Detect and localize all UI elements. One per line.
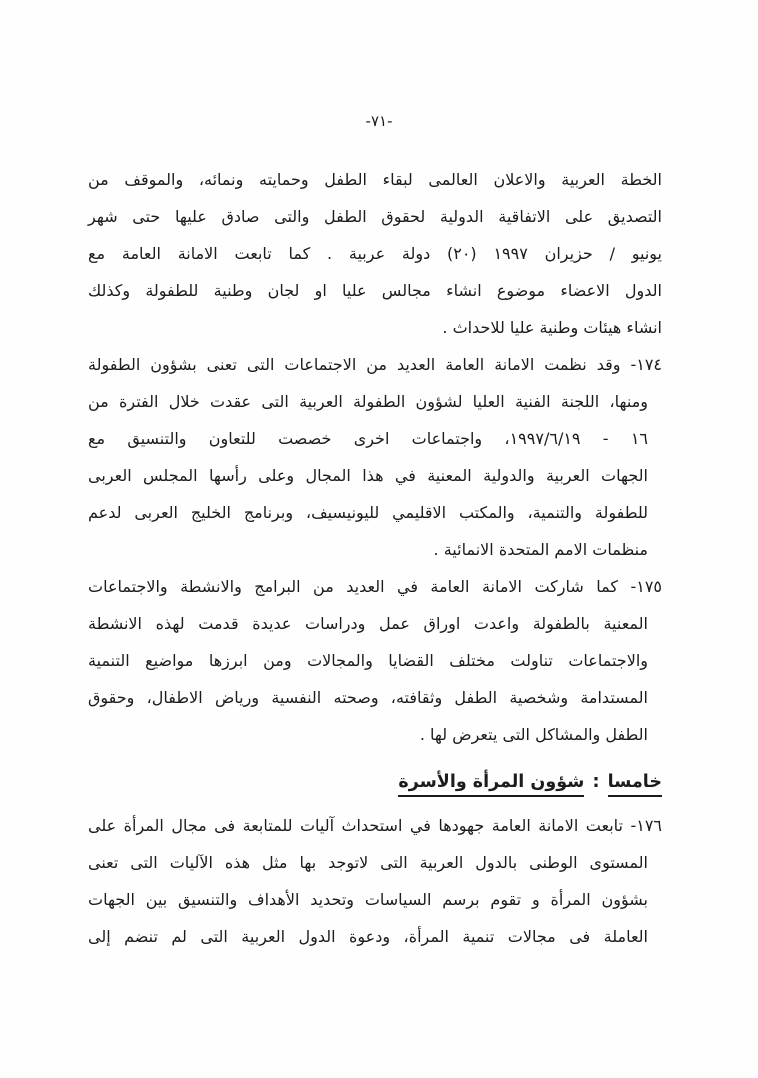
text-line: المستوى الوطنى بالدول العربية التى لاتوجد بها مثل هذه الآليات التى تعنى — [88, 853, 648, 872]
text-line: بشؤون المرأة و تقوم برسم السياسات وتحديد الأهداف والتنسيق بين الجهات — [88, 890, 648, 909]
text-line: منظمات الامم المتحدة الانمائية . — [433, 540, 648, 559]
text-line: الدول الاعضاء موضوع انشاء مجالس عليا او لجان وطنية للطفولة وكذلك — [88, 281, 662, 300]
paragraph-174 — [88, 346, 662, 568]
heading-title: شؤون المرأة والأسرة — [398, 772, 584, 797]
heading-label: خامسا — [608, 772, 662, 797]
text-line: ١٧٤- وقد نظمت الامانة العامة العديد من الاجتماعات التى تعنى بشؤون الطفولة — [88, 355, 662, 374]
text-line: المستدامة وشخصية الطفل وثقافته، وصحته النفسية ورياض الاطفال، وحقوق — [88, 688, 648, 707]
text-line: ١٧٦- تابعت الامانة العامة جهودها في استحداث آليات للمتابعة فى مجال المرأة على — [88, 816, 662, 835]
heading-separator: : — [586, 772, 606, 792]
text-line: للطفولة والتنمية، والمكتب الاقليمي لليونيسيف، وبرنامج الخليج العربى لدعم — [88, 503, 648, 522]
paragraph-173-continuation — [88, 161, 662, 346]
text-line: الطفل والمشاكل التى يتعرض لها . — [419, 725, 648, 744]
section-heading — [88, 766, 662, 798]
text-line: العاملة فى مجالات تنمية المرأة، ودعوة الدول العربية التى لم تنضم إلى — [88, 927, 648, 946]
paragraph-176 — [88, 807, 662, 955]
text-line: التصديق على الاتفاقية الدولية لحقوق الطفل والتى صادق عليها حتى شهر — [88, 207, 662, 226]
text-line: الجهات العربية والدولية المعنية في هذا المجال وعلى رأسها المجلس العربى — [88, 466, 648, 485]
text-line: ١٦ - ١٩٩٧/٦/١٩، واجتماعات اخرى خصصت للتعاون والتنسيق مع — [88, 429, 648, 448]
text-line: ومنها، اللجنة الفنية العليا لشؤون الطفولة العربية التى عقدت خلال الفترة من — [88, 392, 648, 411]
page-content — [88, 161, 662, 955]
text-line: يونيو / حزيران ١٩٩٧ (٢٠) دولة عربية . كما تابعت الامانة العامة مع — [88, 244, 663, 263]
page-number: -٧١- — [365, 112, 393, 130]
text-line: الخطة العربية والاعلان العالمى لبقاء الطفل وحمايته ونمائه، والموقف من — [88, 170, 662, 189]
text-line: انشاء هيئات وطنية عليا للاحداث . — [442, 318, 662, 337]
paragraph-175 — [88, 568, 662, 753]
text-line: ١٧٥- كما شاركت الامانة العامة في العديد من البرامج والانشطة والاجتماعات — [88, 577, 662, 596]
text-line: والاجتماعات تناولت مختلف القضايا والمجالات ومن ابرزها مواضيع التنمية — [88, 651, 648, 670]
text-line: المعنية بالطفولة واعدت اوراق عمل ودراسات عديدة قدمت لهذه الانشطة — [88, 614, 648, 633]
